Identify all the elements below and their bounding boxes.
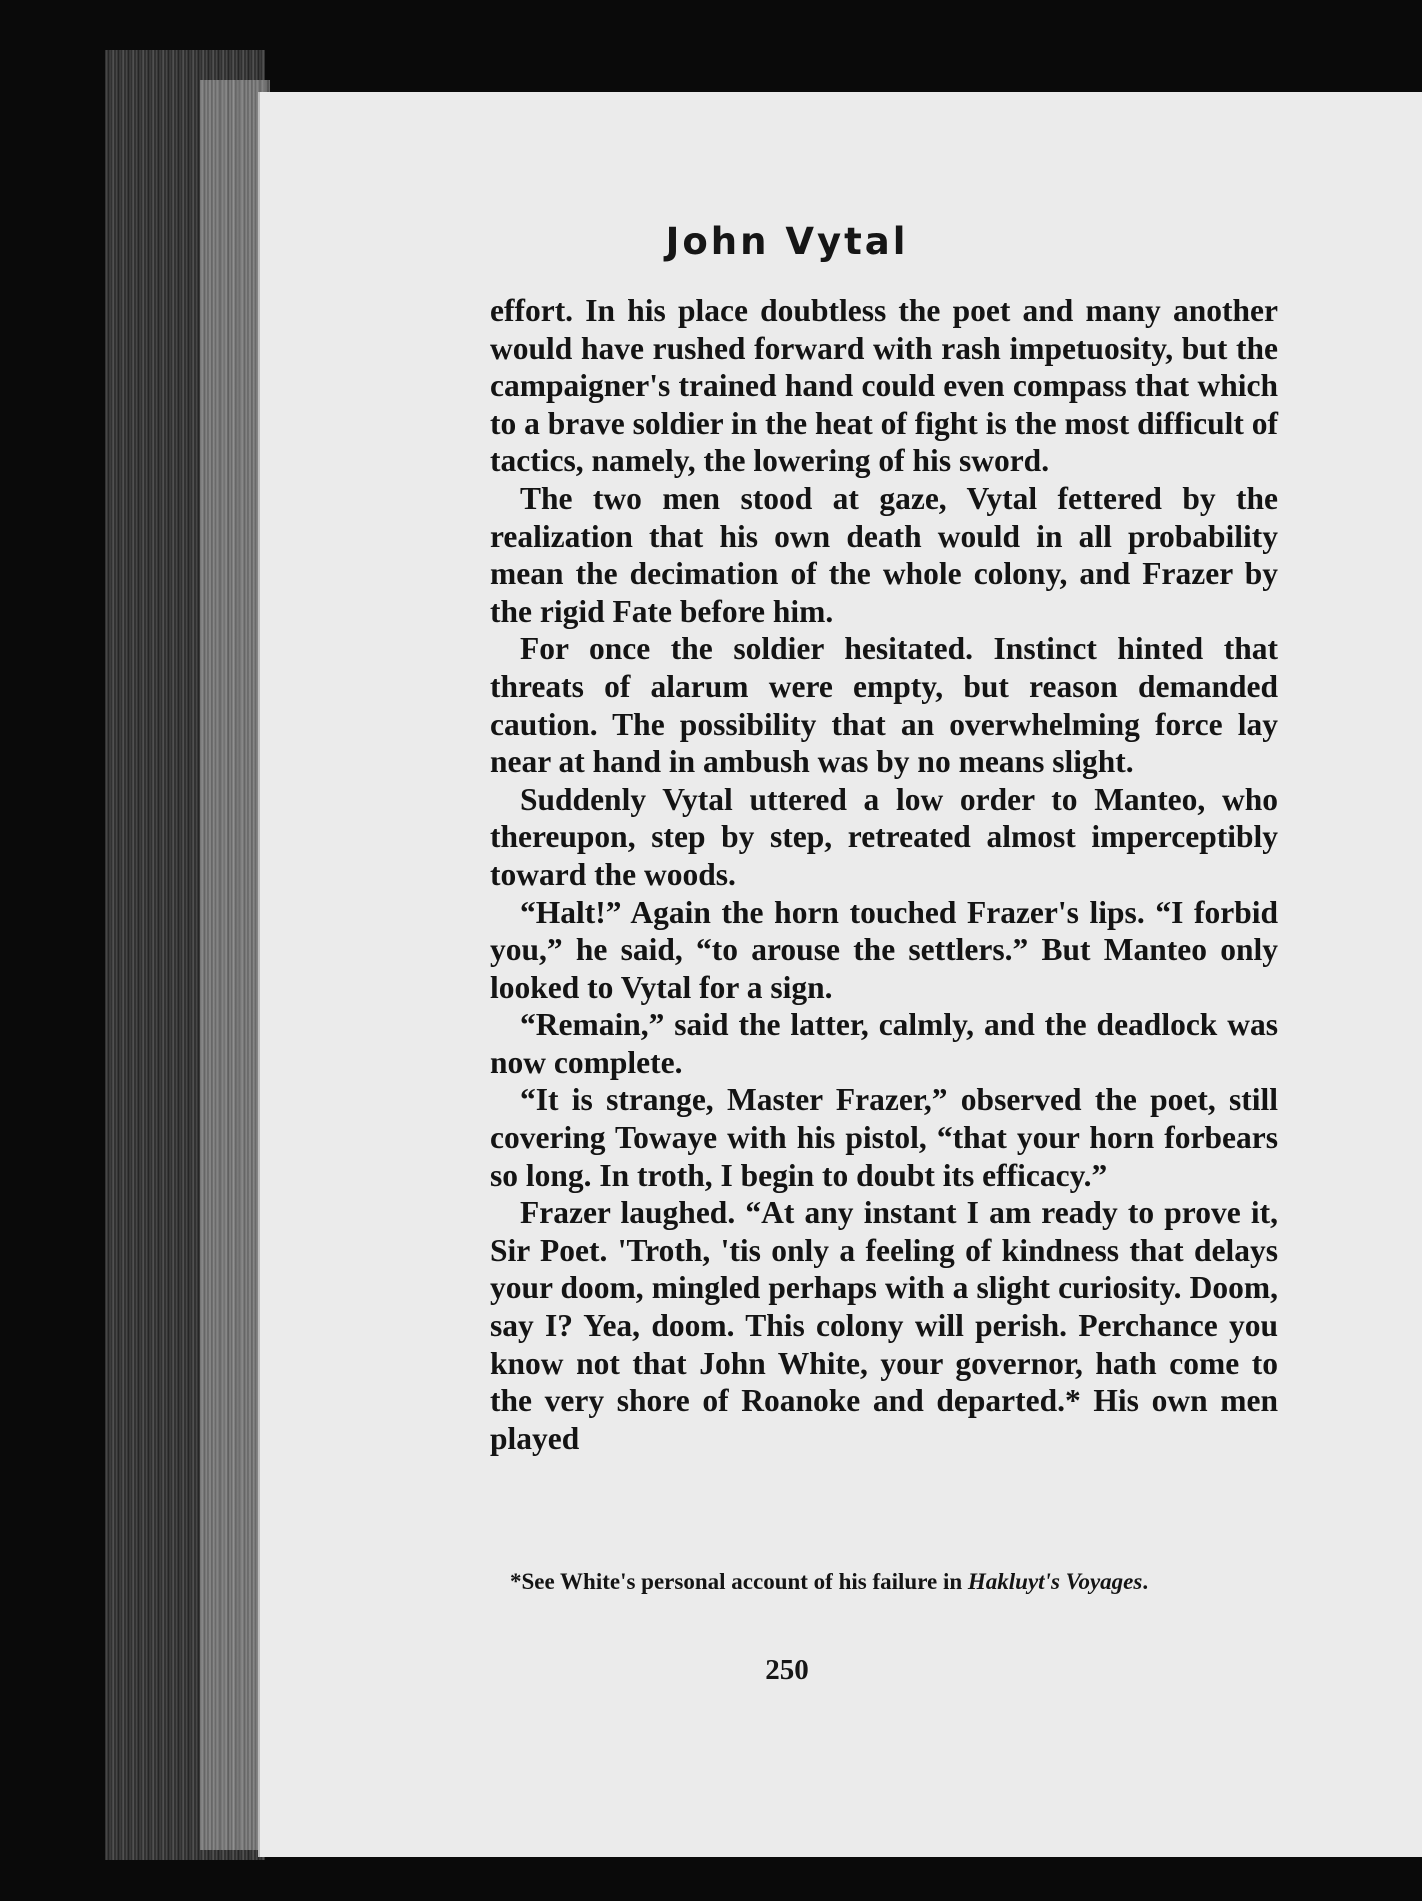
paragraph: “Halt!” Again the horn touched Frazer's lips. “I forbid you,” he said, “to arouse the settlers.” But Manteo only looked to Vytal for a sign. xyxy=(490,894,1278,1005)
paragraph: For once the soldier hesitated. Instinct hinted that threats of alarum were empty, but reason demanded caution. The possibility that an overwhelming force lay near at hand in ambush was by no means slight. xyxy=(490,631,1278,780)
footnote-tail: . xyxy=(1142,1569,1149,1594)
footnote-lead: *See White's personal account of his failure in xyxy=(510,1569,968,1594)
book-page xyxy=(258,92,1422,1857)
paragraph: The two men stood at gaze, Vytal fettered by the realization that his own death would in all probability mean the decimation of the whole colony, and Frazer by the rigid Fate before him. xyxy=(490,480,1278,629)
footnote xyxy=(490,1567,1278,1596)
footnote-source-title: Hakluyt's Voyages xyxy=(967,1569,1143,1594)
body-text xyxy=(490,292,1278,1457)
paragraph: Suddenly Vytal uttered a low order to Manteo, who thereupon, step by step, retreated almost imperceptibly toward the woods. xyxy=(490,781,1278,892)
page-number: 250 xyxy=(765,1654,809,1686)
paragraph: effort. In his place doubtless the poet and many another would have rushed forward with rash impetuosity, but the campaigner's trained hand could even compass that which to a brave soldier in the heat of fight is the most difficult of tactics, namely, the lowering of his sword. xyxy=(490,293,1278,479)
paragraph: Frazer laughed. “At any instant I am ready to prove it, Sir Poet. 'Troth, 'tis only a feeling of kindness that delays your doom, mingled perhaps with a slight curiosity. Doom, say I? Yea, doom. This colony will perish. Perchance you know not that John White, your governor, hath come to the very shore of Roanoke and departed.* His own men played xyxy=(490,1195,1278,1456)
running-head: John Vytal xyxy=(665,220,909,263)
paragraph: “Remain,” said the latter, calmly, and the deadlock was now complete. xyxy=(490,1007,1278,1080)
paragraph: “It is strange, Master Frazer,” observed the poet, still covering Towaye with his pistol, “that your horn forbears so long. In troth, I begin to doubt its efficacy.” xyxy=(490,1082,1278,1193)
